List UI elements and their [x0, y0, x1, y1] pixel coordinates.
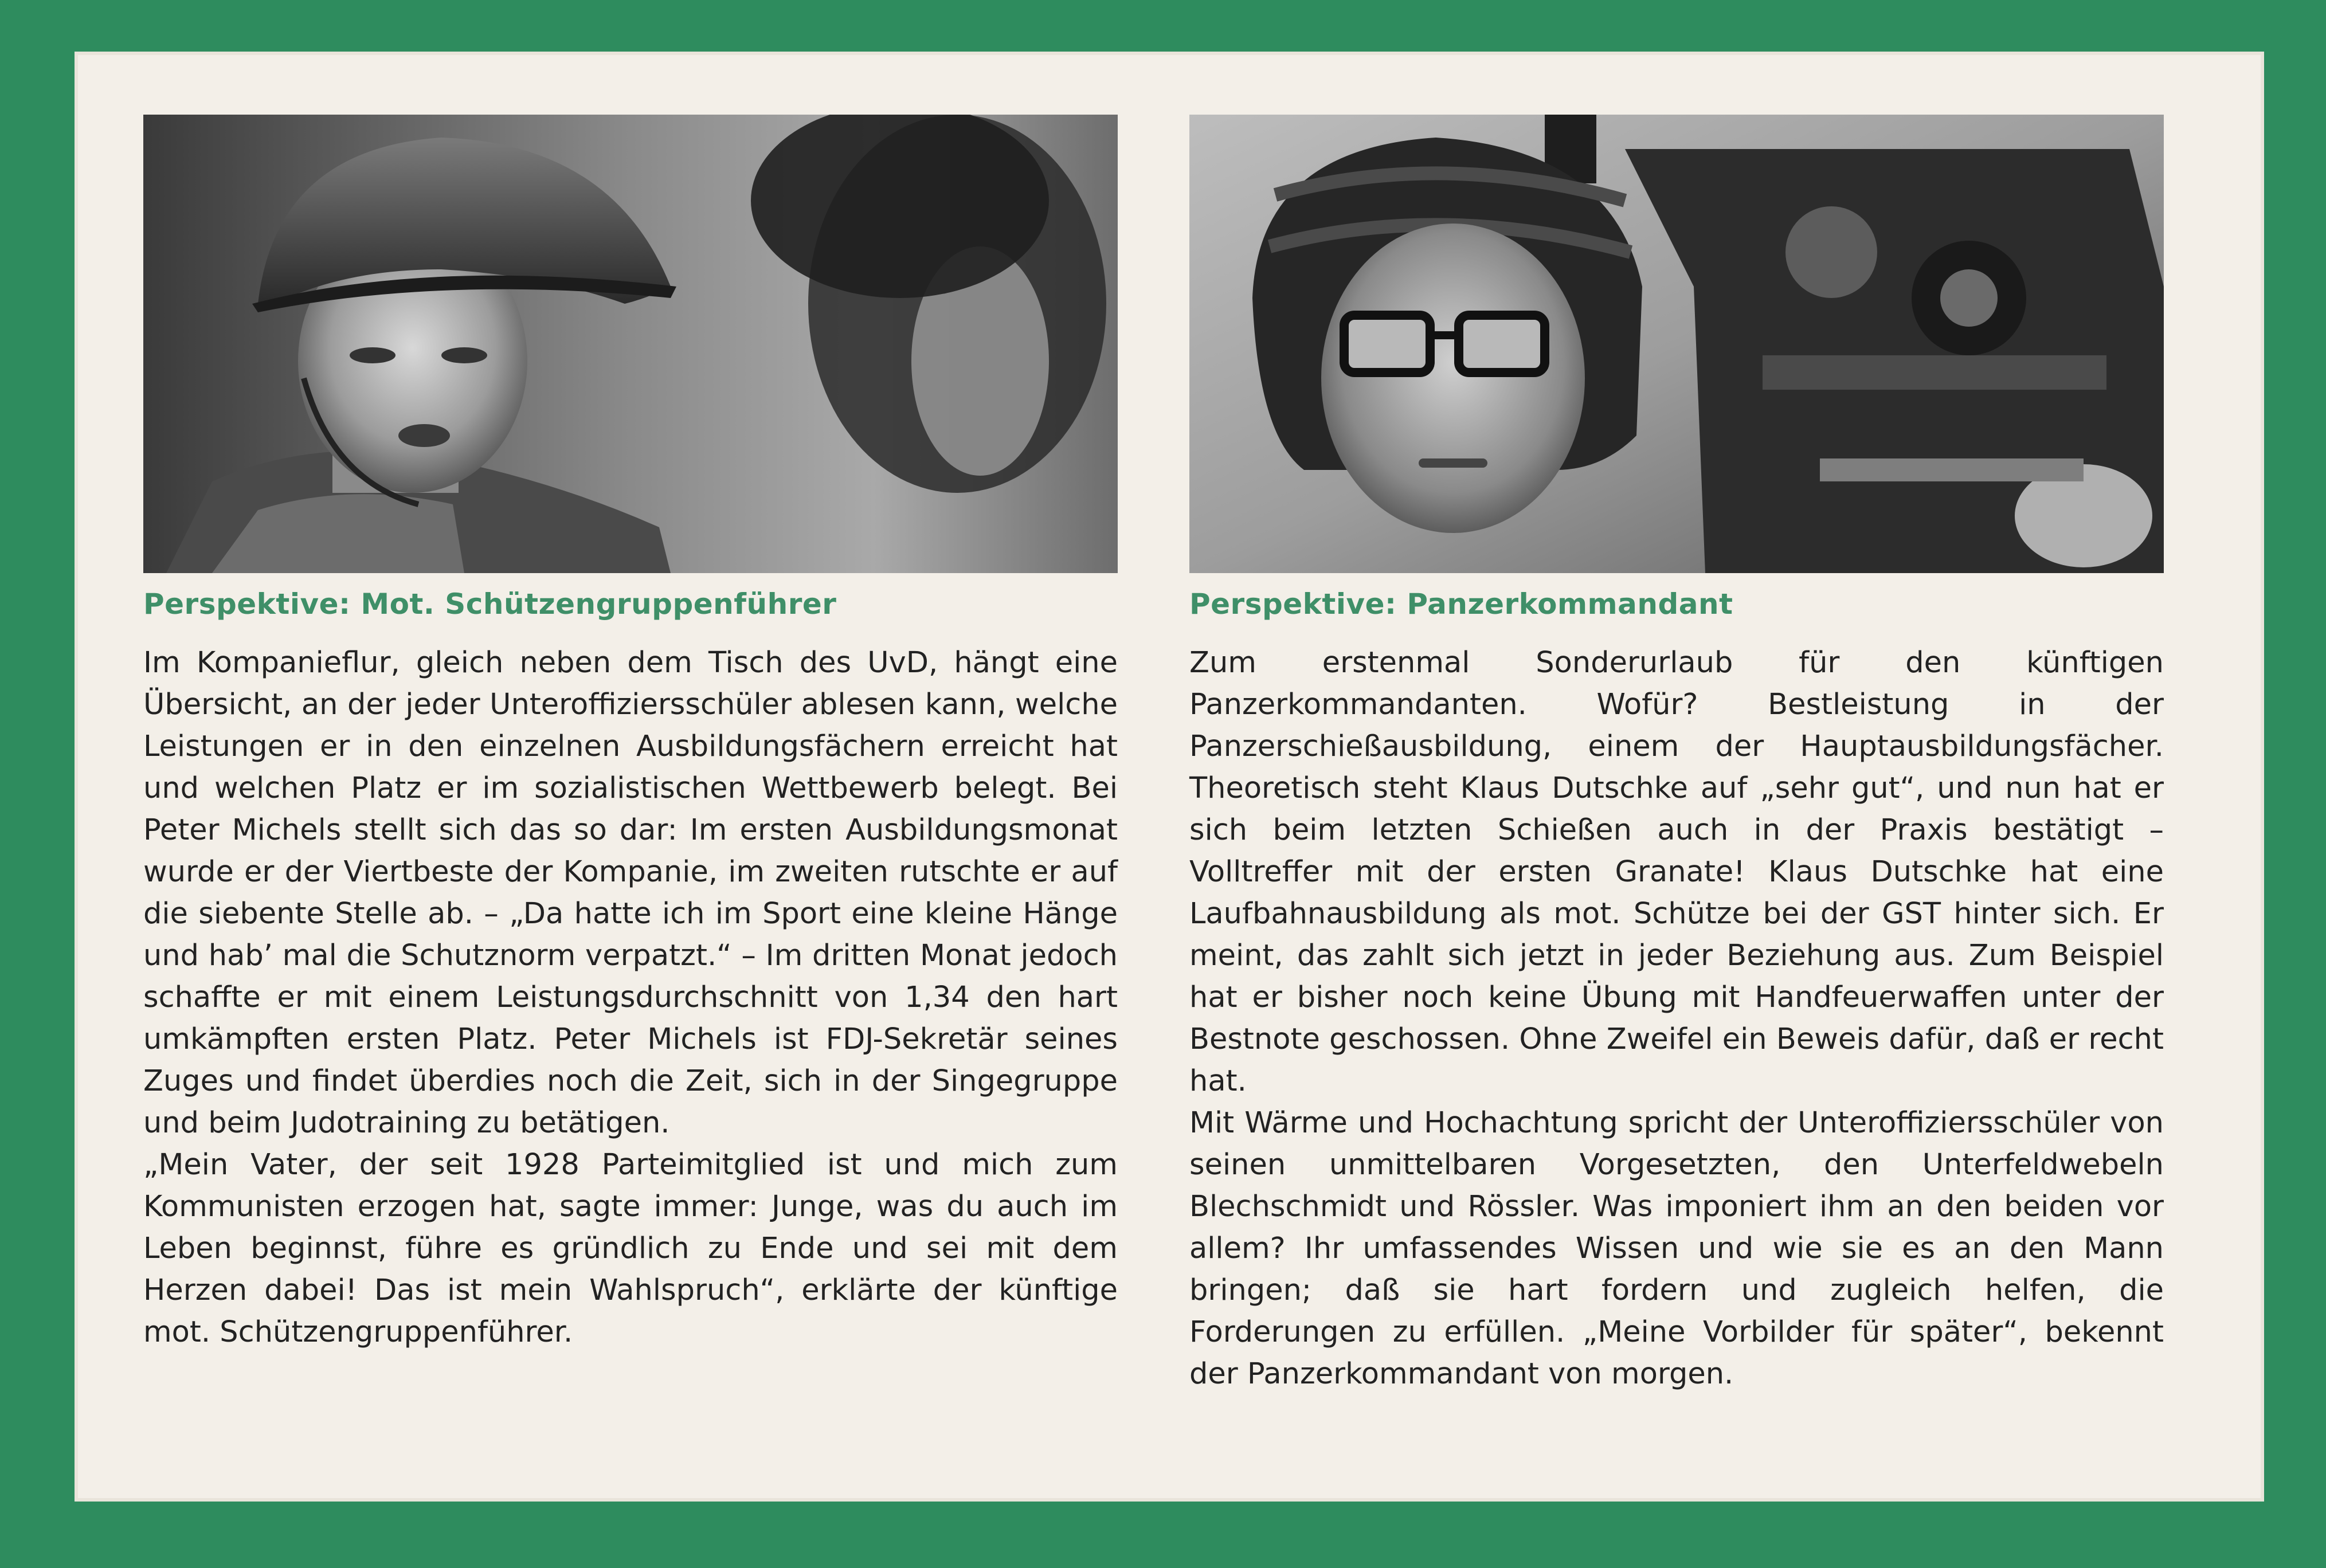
left-article-text [143, 642, 1118, 1353]
right-article-text [1189, 642, 2164, 1395]
right-heading: Perspektive: Panzerkommandant [1189, 587, 1733, 621]
brochure-page [75, 52, 2264, 1502]
left-heading: Perspektive: Mot. Schützengruppenführer [143, 587, 837, 621]
left-paragraph-1: Im Kompanieflur, gleich neben dem Tisch des UvD, hängt eine Übersicht, an der jeder Unteroffiziersschüler ablesen kann, welche Leistungen er in den einzelnen Ausbildungsfächern erreicht hat und welchen Platz er im sozialistischen Wettbewerb belegt. Bei Peter Michels stellt sich das so dar: Im ersten Ausbildungsmonat wurde er der Viertbeste der Kompanie, im zweiten rutschte er auf die siebente Stelle ab. – „Da hatte ich im Sport eine kleine Hänge und hab’ mal die Schutznorm verpatzt.“ – Im dritten Monat jedoch schaffte er mit einem Leistungsdurchschnitt von 1,34 den hart umkämpften ersten Platz. Peter Michels ist FDJ-Sekretär seines Zuges und findet überdies noch die Zeit, sich in der Singegruppe und beim Judotraining zu betätigen. [143, 646, 1118, 1140]
right-paragraph-2: Mit Wärme und Hochachtung spricht der Unteroffiziersschüler von seinen unmittelbaren Vorgesetzten, den Unterfeldwebeln Blechschmidt und Rössler. Was imponiert ihm an den beiden vor allem? Ihr umfassendes Wissen und wie sie es an den Mann bringen; daß sie hart fordern und zugleich helfen, die Forderungen zu erfüllen. „Meine Vorbilder für später“, bekennt der Panzerkommandant von morgen. [1189, 1106, 2164, 1391]
left-paragraph-2: „Mein Vater, der seit 1928 Parteimitglied ist und mich zum Kommunisten erzogen hat, sagte immer: Junge, was du auch im Leben beginnst, führe es gründlich zu Ende und sei mit dem Herzen dabei! Das ist mein Wahlspruch“, erklärte der künftige mot. Schützengruppenführer. [143, 1148, 1118, 1349]
soldier-helmet-photo [143, 115, 1118, 573]
tank-commander-photo [1189, 115, 2164, 573]
right-paragraph-1: Zum erstenmal Sonderurlaub für den künftigen Panzerkommandanten. Wofür? Bestleistung in der Panzerschießausbildung, einem der Hauptausbildungsfächer. Theoretisch steht Klaus Dutschke auf „sehr gut“, und nun hat er sich beim letzten Schießen auch in der Praxis bestätigt – Volltreffer mit der ersten Granate! Klaus Dutschke hat eine Laufbahnausbildung als mot. Schütze bei der GST hinter sich. Er meint, das zahlt sich jetzt in jeder Beziehung aus. Zum Beispiel hat er bisher noch keine Übung mit Handfeuerwaffen unter der Bestnote geschossen. Ohne Zweifel ein Beweis dafür, daß er recht hat. [1189, 646, 2164, 1098]
